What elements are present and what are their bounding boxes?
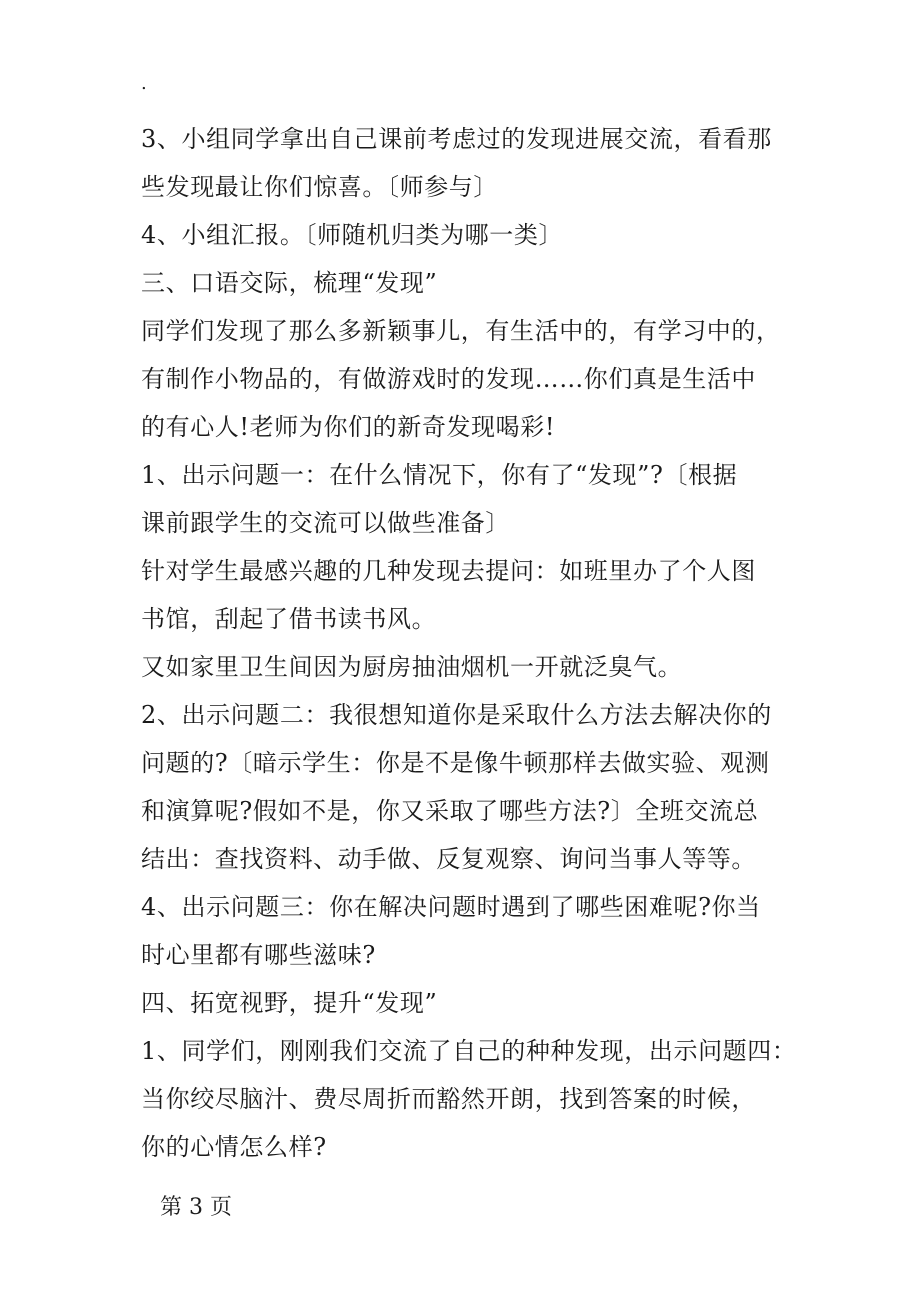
text-line: 有制作小物品的，有做游戏时的发现……你们真是生活中 [141, 365, 756, 393]
section-heading: 四、拓宽视野，提升“发现” [141, 989, 438, 1017]
page-number: 第 3 页 [160, 1195, 232, 1220]
text-line: 针对学生最感兴趣的几种发现去提问：如班里办了个人图 [141, 557, 756, 585]
text-line: 4、小组汇报。〔师随机归类为哪一类〕 [141, 221, 564, 249]
text-line: 当你绞尽脑汁、费尽周折而豁然开朗，找到答案的时候， [141, 1085, 756, 1113]
text-line: 又如家里卫生间因为厨房抽油烟机一开就泛臭气。 [141, 653, 683, 681]
document-body [141, 115, 801, 1171]
text-line: 些发现最让你们惊喜。〔师参与〕 [141, 173, 498, 201]
text-line: 的有心人!老师为你们的新奇发现喝彩! [141, 413, 556, 441]
text-line: 同学们发现了那么多新颖事儿，有生活中的，有学习中的， [141, 317, 781, 345]
text-line: 2、出示问题二：我很想知道你是采取什么方法去解决你的 [141, 701, 772, 729]
text-line: 课前跟学生的交流可以做些准备〕 [141, 509, 510, 537]
text-line: 和演算呢?假如不是，你又采取了哪些方法?〕全班交流总 [141, 797, 759, 825]
text-line: 你的心情怎么样? [141, 1133, 327, 1161]
text-line: 1、同学们，刚刚我们交流了自己的种种发现，出示问题四： [141, 1037, 797, 1065]
text-line: 时心里都有哪些滋味? [141, 941, 376, 969]
text-line: 结出：查找资料、动手做、反复观察、询问当事人等等。 [141, 845, 756, 873]
text-line: 3、小组同学拿出自己课前考虑过的发现进展交流，看看那 [141, 125, 772, 153]
header-dot: . [141, 73, 147, 94]
text-line: 书馆，刮起了借书读书风。 [141, 605, 437, 633]
text-line: 问题的?〔暗示学生：你是不是像牛顿那样去做实验、观测 [141, 749, 770, 777]
section-heading: 三、口语交际，梳理“发现” [141, 269, 438, 297]
text-line: 1、出示问题一：在什么情况下，你有了“发现”?〔根据 [141, 461, 738, 489]
text-line: 4、出示问题三：你在解决问题时遇到了哪些困难呢?你当 [141, 893, 761, 921]
